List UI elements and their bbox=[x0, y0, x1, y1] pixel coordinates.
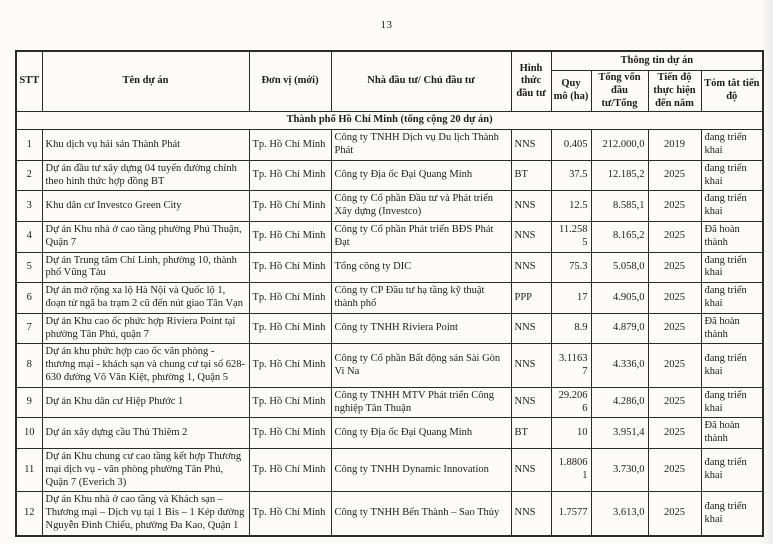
cell-area: 29.2066 bbox=[551, 387, 591, 418]
cell-progress-year: 2025 bbox=[648, 344, 701, 387]
table-row bbox=[16, 387, 763, 418]
cell-progress-year: 2025 bbox=[648, 283, 701, 314]
cell-investor: Công ty Cổ phần Phát triển BĐS Phát Đạt bbox=[331, 221, 511, 252]
cell-stt: 2 bbox=[16, 160, 42, 191]
cell-total-capital: 4.879,0 bbox=[591, 313, 648, 344]
cell-progress-summary: đang triển khai bbox=[701, 191, 763, 222]
cell-total-capital: 8.585,1 bbox=[591, 191, 648, 222]
cell-unit: Tp. Hồ Chí Minh bbox=[249, 418, 331, 449]
cell-investor: Công ty Địa ốc Đại Quang Minh bbox=[331, 418, 511, 449]
table-row bbox=[16, 191, 763, 222]
cell-total-capital: 8.165,2 bbox=[591, 221, 648, 252]
cell-stt: 12 bbox=[16, 492, 42, 536]
section-header-row bbox=[16, 112, 763, 130]
cell-stt: 1 bbox=[16, 130, 42, 161]
table-row bbox=[16, 252, 763, 283]
cell-project-name: Dự án Khu nhà ở cao tầng và Khách sạn – Thương mại – Dịch vụ tại 1 Bis – 1 Kép đường Nguyễn Đình Chiểu, phường Đa Kao, Quận 1 bbox=[42, 492, 249, 536]
cell-total-capital: 4.336,0 bbox=[591, 344, 648, 387]
cell-area: 17 bbox=[551, 283, 591, 314]
table-row bbox=[16, 344, 763, 387]
cell-investment-form: NNS bbox=[511, 492, 551, 536]
cell-project-name: Dự án Trung tâm Chí Linh, phường 10, thành phố Vũng Tàu bbox=[42, 252, 249, 283]
cell-area: 1.7577 bbox=[551, 492, 591, 536]
cell-project-name: Khu dân cư Investco Green City bbox=[42, 191, 249, 222]
cell-investment-form: NNS bbox=[511, 191, 551, 222]
cell-area: 11.2585 bbox=[551, 221, 591, 252]
cell-investor: Công ty TNHH Dynamic Innovation bbox=[331, 448, 511, 491]
cell-progress-summary: đang triển khai bbox=[701, 448, 763, 491]
cell-project-name: Dự án Khu nhà ở cao tầng phường Phú Thuận, Quận 7 bbox=[42, 221, 249, 252]
table-row bbox=[16, 448, 763, 491]
cell-investor: Công ty Địa ốc Đại Quang Minh bbox=[331, 160, 511, 191]
projects-table bbox=[15, 50, 764, 537]
table-row bbox=[16, 313, 763, 344]
cell-area: 3.11637 bbox=[551, 344, 591, 387]
cell-investor: Công ty TNHH MTV Phát triển Công nghiệp Tân Thuận bbox=[331, 387, 511, 418]
cell-investor: Công ty TNHH Bến Thành – Sao Thủy bbox=[331, 492, 511, 536]
cell-investment-form: NNS bbox=[511, 387, 551, 418]
cell-total-capital: 3.951,4 bbox=[591, 418, 648, 449]
column-header-total-capital: Tổng vốn đầu tư/Tổng bbox=[591, 71, 648, 112]
cell-total-capital: 5.058,0 bbox=[591, 252, 648, 283]
cell-unit: Tp. Hồ Chí Minh bbox=[249, 448, 331, 491]
cell-unit: Tp. Hồ Chí Minh bbox=[249, 130, 331, 161]
table-row bbox=[16, 418, 763, 449]
table-row bbox=[16, 283, 763, 314]
column-group-project-info: Thông tin dự án bbox=[551, 51, 763, 71]
page-number: 13 bbox=[380, 19, 393, 31]
cell-unit: Tp. Hồ Chí Minh bbox=[249, 252, 331, 283]
cell-area: 10 bbox=[551, 418, 591, 449]
cell-total-capital: 12.185,2 bbox=[591, 160, 648, 191]
table-header bbox=[16, 51, 763, 112]
cell-investment-form: NNS bbox=[511, 130, 551, 161]
cell-area: 1.88061 bbox=[551, 448, 591, 491]
table-row bbox=[16, 492, 763, 536]
cell-stt: 11 bbox=[16, 448, 42, 491]
cell-investment-form: NNS bbox=[511, 448, 551, 491]
cell-investor: Công ty Cổ phần Bất động sản Sài Gòn Vi Na bbox=[331, 344, 511, 387]
cell-total-capital: 3.613,0 bbox=[591, 492, 648, 536]
cell-investor: Công ty TNHH Dịch vụ Du lịch Thành Phát bbox=[331, 130, 511, 161]
cell-unit: Tp. Hồ Chí Minh bbox=[249, 313, 331, 344]
cell-project-name: Dự án Khu chung cư cao tầng kết hợp Thương mại dịch vụ - văn phòng phường Tân Phú, Quận 7 (Everich 3) bbox=[42, 448, 249, 491]
cell-progress-summary: Đã hoàn thành bbox=[701, 418, 763, 449]
cell-area: 0.405 bbox=[551, 130, 591, 161]
cell-total-capital: 3.730,0 bbox=[591, 448, 648, 491]
cell-project-name: Dự án Khu dân cư Hiệp Phước 1 bbox=[42, 387, 249, 418]
cell-progress-summary: đang triển khai bbox=[701, 130, 763, 161]
cell-total-capital: 4.905,0 bbox=[591, 283, 648, 314]
cell-stt: 5 bbox=[16, 252, 42, 283]
cell-progress-year: 2025 bbox=[648, 313, 701, 344]
cell-investor: Công ty Cổ phần Đầu tư và Phát triển Xây dựng (Investco) bbox=[331, 191, 511, 222]
cell-progress-summary: đang triển khai bbox=[701, 160, 763, 191]
table-row bbox=[16, 130, 763, 161]
cell-progress-summary: Đã hoàn thành bbox=[701, 221, 763, 252]
cell-area: 12.5 bbox=[551, 191, 591, 222]
cell-project-name: Dự án xây dựng cầu Thủ Thiêm 2 bbox=[42, 418, 249, 449]
cell-stt: 6 bbox=[16, 283, 42, 314]
cell-area: 8.9 bbox=[551, 313, 591, 344]
cell-total-capital: 4.286,0 bbox=[591, 387, 648, 418]
section-title: Thành phố Hồ Chí Minh (tổng cộng 20 dự án) bbox=[16, 112, 763, 130]
table-body bbox=[16, 112, 763, 536]
cell-investor: Tổng công ty DIC bbox=[331, 252, 511, 283]
cell-investor: Công ty TNHH Riviera Point bbox=[331, 313, 511, 344]
cell-project-name: Dự án Khu cao ốc phức hợp Riviera Point tại phường Tân Phú, quận 7 bbox=[42, 313, 249, 344]
cell-stt: 7 bbox=[16, 313, 42, 344]
cell-progress-year: 2025 bbox=[648, 492, 701, 536]
cell-unit: Tp. Hồ Chí Minh bbox=[249, 387, 331, 418]
table-row bbox=[16, 221, 763, 252]
cell-unit: Tp. Hồ Chí Minh bbox=[249, 191, 331, 222]
cell-progress-year: 2025 bbox=[648, 160, 701, 191]
cell-progress-summary: Đã hoàn thành bbox=[701, 313, 763, 344]
cell-unit: Tp. Hồ Chí Minh bbox=[249, 492, 331, 536]
cell-total-capital: 212.000,0 bbox=[591, 130, 648, 161]
column-header-project-name: Tên dự án bbox=[42, 51, 249, 112]
cell-progress-summary: đang triển khai bbox=[701, 252, 763, 283]
column-header-progress-year: Tiến độ thực hiện đến năm bbox=[648, 71, 701, 112]
cell-unit: Tp. Hồ Chí Minh bbox=[249, 283, 331, 314]
cell-progress-summary: đang triển khai bbox=[701, 387, 763, 418]
cell-project-name: Dự án mở rộng xa lộ Hà Nội và Quốc lộ 1, đoạn từ ngã ba trạm 2 cũ đến nút giao Tân Vạn bbox=[42, 283, 249, 314]
cell-progress-year: 2025 bbox=[648, 191, 701, 222]
cell-stt: 8 bbox=[16, 344, 42, 387]
cell-progress-year: 2019 bbox=[648, 130, 701, 161]
cell-area: 75.3 bbox=[551, 252, 591, 283]
cell-progress-summary: đang triển khai bbox=[701, 344, 763, 387]
cell-stt: 3 bbox=[16, 191, 42, 222]
cell-stt: 4 bbox=[16, 221, 42, 252]
column-header-stt: STT bbox=[16, 51, 42, 112]
cell-investment-form: NNS bbox=[511, 344, 551, 387]
column-header-progress-summary: Tóm tắt tiến độ bbox=[701, 71, 763, 112]
cell-area: 37.5 bbox=[551, 160, 591, 191]
cell-investment-form: PPP bbox=[511, 283, 551, 314]
cell-stt: 9 bbox=[16, 387, 42, 418]
cell-progress-summary: đang triển khai bbox=[701, 492, 763, 536]
cell-progress-year: 2025 bbox=[648, 418, 701, 449]
cell-unit: Tp. Hồ Chí Minh bbox=[249, 344, 331, 387]
cell-investment-form: NNS bbox=[511, 221, 551, 252]
column-header-investor: Nhà đầu tư/ Chủ đầu tư bbox=[331, 51, 511, 112]
cell-investor: Công ty CP Đầu tư hạ tầng kỹ thuật thành phố bbox=[331, 283, 511, 314]
cell-progress-summary: đang triển khai bbox=[701, 283, 763, 314]
cell-investment-form: BT bbox=[511, 160, 551, 191]
cell-progress-year: 2025 bbox=[648, 448, 701, 491]
cell-unit: Tp. Hồ Chí Minh bbox=[249, 221, 331, 252]
cell-project-name: Khu dịch vụ hải sản Thành Phát bbox=[42, 130, 249, 161]
cell-investment-form: NNS bbox=[511, 313, 551, 344]
cell-investment-form: NNS bbox=[511, 252, 551, 283]
table-row bbox=[16, 160, 763, 191]
cell-progress-year: 2025 bbox=[648, 221, 701, 252]
cell-progress-year: 2025 bbox=[648, 252, 701, 283]
cell-project-name: Dự án đầu tư xây dựng 04 tuyến đường chính theo hình thức hợp đồng BT bbox=[42, 160, 249, 191]
column-header-area: Quy mô (ha) bbox=[551, 71, 591, 112]
cell-project-name: Dự án khu phức hợp cao ốc văn phòng - thương mại - khách sạn và chung cư tại số 628-630 đường Võ Văn Kiệt, phường 1, Quận 5 bbox=[42, 344, 249, 387]
cell-stt: 10 bbox=[16, 418, 42, 449]
cell-unit: Tp. Hồ Chí Minh bbox=[249, 160, 331, 191]
cell-progress-year: 2025 bbox=[648, 387, 701, 418]
column-header-investment-form: Hình thức đầu tư bbox=[511, 51, 551, 112]
column-header-unit: Đơn vị (mới) bbox=[249, 51, 331, 112]
cell-investment-form: BT bbox=[511, 418, 551, 449]
